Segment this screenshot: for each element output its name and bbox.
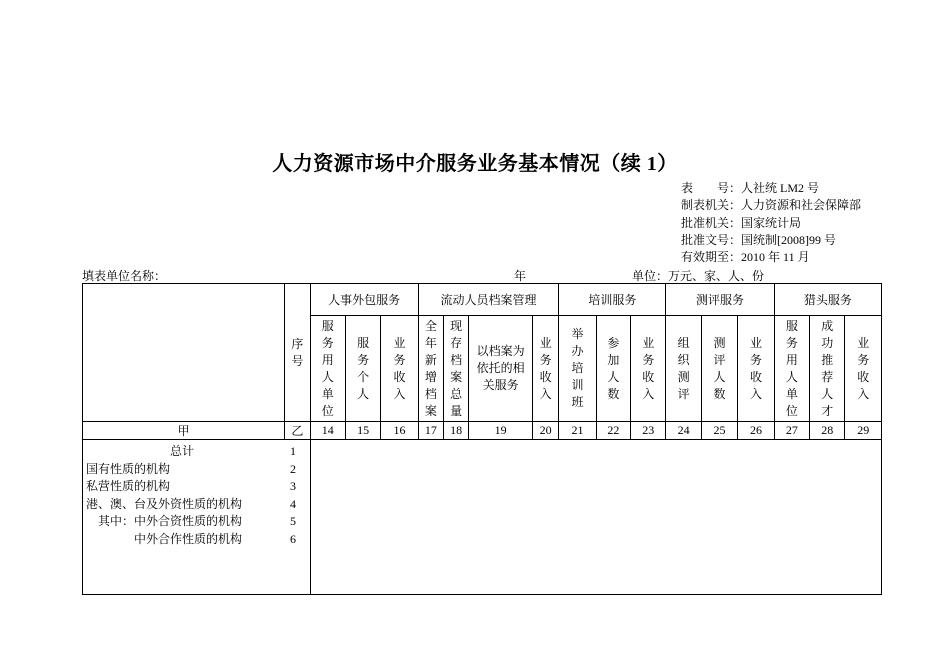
- col-number: 25: [701, 422, 737, 440]
- col-header: 成 功 推 荐 人 才: [810, 316, 845, 422]
- unit-name-label: 填表单位名称：: [82, 269, 167, 283]
- group-header-archive: 流动人员档案管理: [418, 284, 559, 316]
- col-header: 举 办 培 训 班: [559, 316, 596, 422]
- col-number: 19: [469, 422, 533, 440]
- row-number: 2: [290, 461, 296, 476]
- row-number: 6: [290, 531, 296, 546]
- row-label: 其中：中外合资性质的机构: [98, 514, 243, 529]
- col-header: 测 评 人 数: [701, 316, 737, 422]
- header-blank-cell: [83, 284, 285, 422]
- col-header: 服 务 用 人 单 位: [310, 316, 345, 422]
- col-header: 现 存 档 案 总 量: [443, 316, 468, 422]
- col-number: 16: [381, 422, 418, 440]
- col-number: 21: [559, 422, 596, 440]
- form-meta: [681, 180, 861, 266]
- col-number: 29: [845, 422, 882, 440]
- issuer-line: 制表机关：人力资源和社会保障部: [681, 198, 862, 213]
- col-header: 业 务 收 入: [631, 316, 666, 422]
- row-label: 总计: [170, 444, 195, 458]
- group-header-headhunting: 猎头服务: [774, 284, 881, 316]
- col-header: 业 务 收 入: [381, 316, 418, 422]
- yi-cell: 乙: [285, 422, 310, 440]
- group-header-assessment: 测评服务: [666, 284, 774, 316]
- row-number: 4: [290, 496, 296, 511]
- table-number-line: 表 号：人社统 LM2 号: [681, 181, 820, 195]
- seq-header: 序 号: [285, 284, 310, 422]
- year-label: 年: [514, 269, 527, 283]
- group-header-training: 培训服务: [559, 284, 666, 316]
- col-number: 15: [345, 422, 380, 440]
- units-label: 单位：万元、家、人、份: [632, 269, 765, 283]
- data-area: [310, 440, 882, 595]
- jia-cell: 甲: [83, 422, 285, 440]
- row-label: 国有性质的机构: [86, 461, 171, 476]
- row-labels: [86, 443, 242, 549]
- col-header: 服 务 个 人: [345, 316, 380, 422]
- col-number: 20: [532, 422, 558, 440]
- col-header: 业 务 收 入: [845, 316, 882, 422]
- col-header: 以档案为 依托的相 关服务: [469, 316, 533, 422]
- col-header: 参 加 人 数: [596, 316, 630, 422]
- row-label: 私营性质的机构: [86, 479, 171, 494]
- row-number: 5: [290, 514, 296, 529]
- col-number: 23: [631, 422, 666, 440]
- col-number: 18: [443, 422, 468, 440]
- col-header: 服 务 用 人 单 位: [774, 316, 809, 422]
- col-number: 27: [774, 422, 809, 440]
- row-number: 1: [290, 444, 296, 458]
- row-number: 3: [290, 479, 296, 494]
- approval-number-line: 批准文号：国统制[2008]99 号: [681, 232, 837, 247]
- col-header: 业 务 收 入: [532, 316, 558, 422]
- col-number: 22: [596, 422, 630, 440]
- col-number: 24: [666, 422, 701, 440]
- col-number: 28: [810, 422, 845, 440]
- group-header-hr-outsourcing: 人事外包服务: [310, 284, 418, 316]
- page-title: 人力资源市场中介服务业务基本情况（续 1）: [272, 153, 678, 175]
- row-label: 港、澳、台及外资性质的机构: [86, 496, 243, 511]
- col-header: 业 务 收 入: [738, 316, 774, 422]
- col-header: 组 织 测 评: [666, 316, 701, 422]
- col-number: 26: [738, 422, 774, 440]
- col-number: 14: [310, 422, 345, 440]
- row-label: 中外合作性质的机构: [134, 531, 243, 546]
- row-numbers: [288, 443, 298, 549]
- approver-line: 批准机关：国家统计局: [681, 215, 802, 230]
- col-header: 全 年 新 增 档 案: [418, 316, 443, 422]
- validity-line: 有效期至：2010 年 11 月: [681, 250, 810, 265]
- col-number: 17: [418, 422, 443, 440]
